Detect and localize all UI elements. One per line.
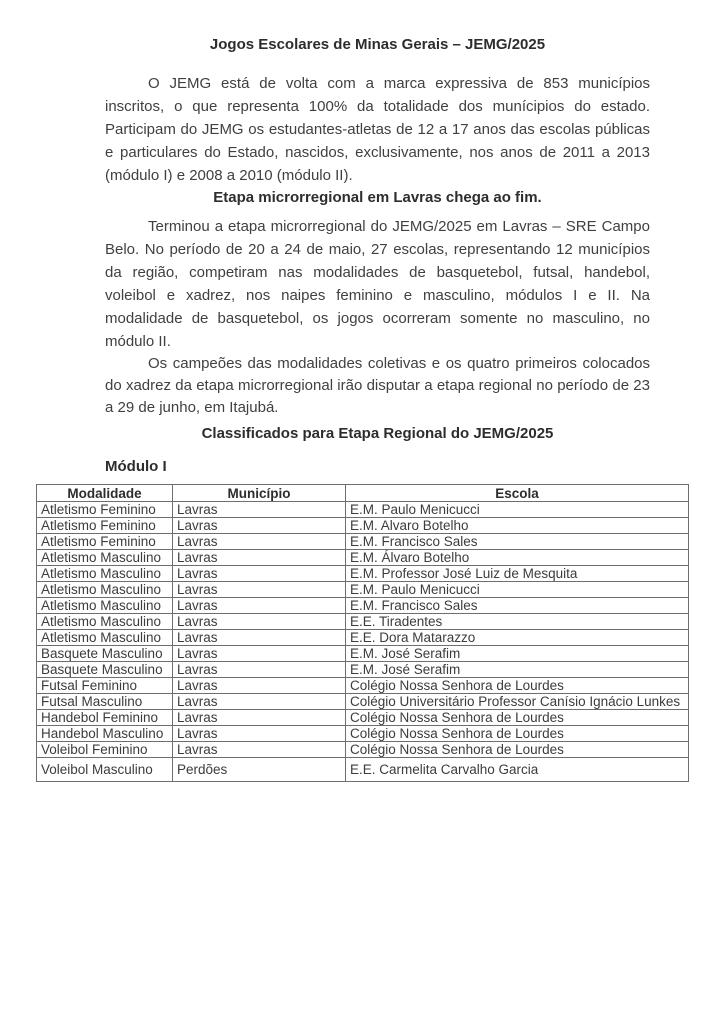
table-row — [37, 614, 689, 630]
table-cell: E.M. José Serafim — [346, 646, 689, 662]
table-cell: E.M. Professor José Luiz de Mesquita — [346, 566, 689, 582]
document-body — [105, 0, 650, 475]
table-cell: Lavras — [173, 582, 346, 598]
table-cell: Lavras — [173, 646, 346, 662]
table-cell: Basquete Masculino — [37, 646, 173, 662]
section-heading-classificados: Classificados para Etapa Regional do JEMG/2025 — [201, 425, 554, 442]
table-cell: Handebol Feminino — [37, 710, 173, 726]
table-cell: Voleibol Masculino — [37, 758, 173, 782]
section-heading-lavras: Etapa microrregional em Lavras chega ao fim. — [213, 189, 542, 206]
table-cell: Atletismo Masculino — [37, 630, 173, 646]
column-header-municipio: Município — [173, 485, 346, 502]
table-cell: Colégio Nossa Senhora de Lourdes — [346, 678, 689, 694]
table-cell: Atletismo Masculino — [37, 582, 173, 598]
table-cell: Atletismo Masculino — [37, 566, 173, 582]
table-header — [37, 485, 689, 502]
table-cell: Lavras — [173, 710, 346, 726]
table-row — [37, 646, 689, 662]
table-cell: Atletismo Masculino — [37, 598, 173, 614]
column-header-modalidade: Modalidade — [37, 485, 173, 502]
regional-stage-paragraph: Os campeões das modalidades coletivas e os quatro primeiros colocados do xadrez da etapa microrregional irão disputar a etapa regional no período de 23 a 29 de junho, em Itajubá. — [105, 355, 650, 416]
table-cell: E.M. Alvaro Botelho — [346, 518, 689, 534]
table-cell: Lavras — [173, 566, 346, 582]
table-cell: E.M. Paulo Menicucci — [346, 502, 689, 518]
table-cell: E.M. José Serafim — [346, 662, 689, 678]
column-header-escola: Escola — [346, 485, 689, 502]
table-cell: Basquete Masculino — [37, 662, 173, 678]
table-cell: Colégio Nossa Senhora de Lourdes — [346, 710, 689, 726]
table-cell: Futsal Feminino — [37, 678, 173, 694]
table-cell: Lavras — [173, 694, 346, 710]
table-cell: E.E. Tiradentes — [346, 614, 689, 630]
table-row — [37, 582, 689, 598]
table-row — [37, 710, 689, 726]
table-cell: Lavras — [173, 742, 346, 758]
table-cell: Lavras — [173, 630, 346, 646]
table-row — [37, 678, 689, 694]
table-cell: Atletismo Feminino — [37, 534, 173, 550]
table-row — [37, 742, 689, 758]
table-cell: Lavras — [173, 726, 346, 742]
table-cell: Atletismo Masculino — [37, 550, 173, 566]
table-row — [37, 662, 689, 678]
table-cell: E.M. Álvaro Botelho — [346, 550, 689, 566]
table-cell: Lavras — [173, 662, 346, 678]
table-cell: E.E. Dora Matarazzo — [346, 630, 689, 646]
table-row — [37, 630, 689, 646]
table-row — [37, 726, 689, 742]
table-cell: Handebol Masculino — [37, 726, 173, 742]
table-cell: Voleibol Feminino — [37, 742, 173, 758]
intro-paragraph: O JEMG está de volta com a marca expressiva de 853 municípios inscritos, o que representa 100% da totalidade dos munícipios do estado. Participam do JEMG os estudantes-atletas de 12 a 17 anos das escolas públicas e particulares do Estado, nascidos, exclusivamente, nos anos de 2011 a 2013 (módulo I) e 2008 a 2010 (módulo II). — [105, 75, 650, 184]
table-cell: E.M. Francisco Sales — [346, 534, 689, 550]
table-cell: Atletismo Feminino — [37, 518, 173, 534]
module-i-label: Módulo I — [105, 458, 167, 475]
table-body — [37, 502, 689, 782]
table-row — [37, 534, 689, 550]
table-row — [37, 694, 689, 710]
table-cell: E.M. Paulo Menicucci — [346, 582, 689, 598]
table-cell: Perdões — [173, 758, 346, 782]
document-title: Jogos Escolares de Minas Gerais – JEMG/2025 — [209, 36, 546, 53]
table-cell: Lavras — [173, 534, 346, 550]
table-row — [37, 550, 689, 566]
table-cell: Colégio Nossa Senhora de Lourdes — [346, 742, 689, 758]
table-cell: Lavras — [173, 614, 346, 630]
table-header-row — [37, 485, 689, 502]
table-cell: Futsal Masculino — [37, 694, 173, 710]
table-cell: Atletismo Feminino — [37, 502, 173, 518]
table-row — [37, 598, 689, 614]
table-cell: Colégio Universitário Professor Canísio Ignácio Lunkes — [346, 694, 689, 710]
classified-schools-table — [36, 484, 689, 782]
table-row — [37, 566, 689, 582]
table-cell: Lavras — [173, 550, 346, 566]
table-cell: Lavras — [173, 502, 346, 518]
table-cell: E.M. Francisco Sales — [346, 598, 689, 614]
table-cell: Lavras — [173, 518, 346, 534]
table-cell: Lavras — [173, 678, 346, 694]
table-row — [37, 518, 689, 534]
table-row — [37, 758, 689, 782]
lavras-summary-paragraph: Terminou a etapa microrregional do JEMG/2025 em Lavras – SRE Campo Belo. No período de 20 a 24 de maio, 27 escolas, representando 12 municípios da região, competiram nas modalidades de basquetebol, futsal, handebol, voleibol e xadrez, nos naipes feminino e masculino, módulos I e II. Na modalidade de basquetebol, os jogos ocorreram somente no masculino, no módulo II. — [105, 218, 650, 350]
table-row — [37, 502, 689, 518]
table-cell: Atletismo Masculino — [37, 614, 173, 630]
table-cell: E.E. Carmelita Carvalho Garcia — [346, 758, 689, 782]
table-cell: Lavras — [173, 598, 346, 614]
table-cell: Colégio Nossa Senhora de Lourdes — [346, 726, 689, 742]
